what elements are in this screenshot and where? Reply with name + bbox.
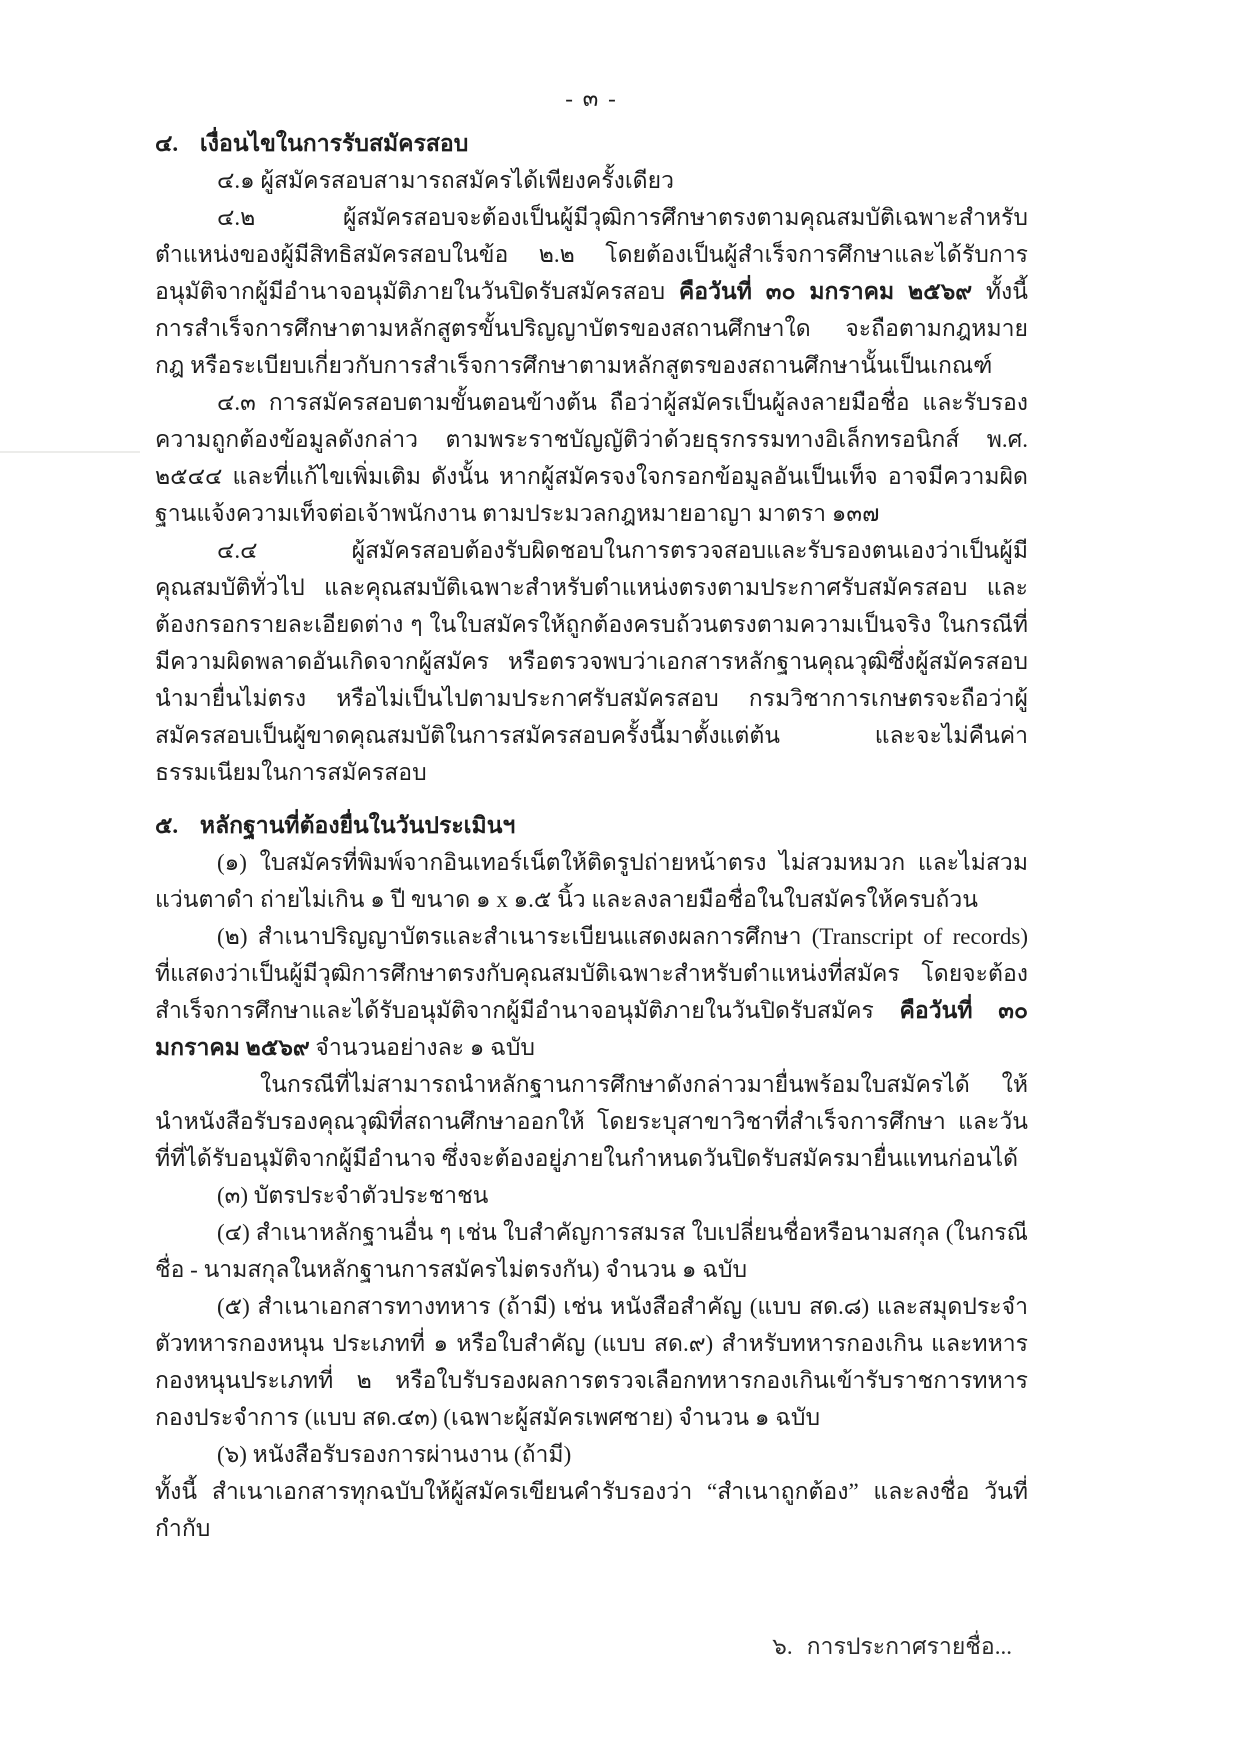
section-5-title: หลักฐานที่ต้องยื่นในวันประเมินฯ — [199, 813, 516, 838]
next-section-number: ๖. — [772, 1634, 793, 1659]
evidence-item-2-text-cont: จำนวนอย่างละ ๑ ฉบับ — [309, 1035, 536, 1060]
next-section-label: การประกาศรายชื่อ... — [806, 1634, 1012, 1659]
evidence-item-5: (๕) สำเนาเอกสารทางทหาร (ถ้ามี) เช่น หนังสือสำคัญ (แบบ สด.๘) และสมุดประจำตัวทหารกองหนุน ประเภทที่ ๑ หรือใบสำคัญ (แบบ สด.๙) สำหรับทหารกองเกิน และทหารกองหนุนประเภทที่ ๒ หรือใบรับรองผลการตรวจเลือกทหารกองเกินเข้ารับราชการทหารกองประจำการ (แบบ สด.๔๓) (เฉพาะผู้สมัครเพศชาย) จำนวน ๑ ฉบับ — [155, 1294, 1028, 1430]
clause-4-2-text: ๔.๒ ผู้สมัครสอบจะต้องเป็นผู้มีวุฒิการศึกษาตรงตามคุณสมบัติเฉพาะสำหรับตำแหน่งของผู้มีสิทธิสมัครสอบในข้อ ๒.๒ โดยต้องเป็นผู้สำเร็จการศึกษาและได้รับการอนุมัติจากผู้มีอำนาจอนุมัติภายในวันปิดรับสมัครสอบ — [155, 205, 1028, 304]
section-4-heading — [155, 125, 1028, 162]
section-4-number: ๔. — [155, 131, 179, 156]
clause-4-4: ๔.๔ ผู้สมัครสอบต้องรับผิดชอบในการตรวจสอบและรับรองตนเองว่าเป็นผู้มีคุณสมบัติทั่วไป และคุณสมบัติเฉพาะสำหรับตำแหน่งตรงตามประกาศรับสมัครสอบ และต้องกรอกรายละเอียดต่าง ๆ ในใบสมัครให้ถูกต้องครบถ้วนตรงตามความเป็นจริง ในกรณีที่มีความผิดพลาดอันเกิดจากผู้สมัคร หรือตรวจพบว่าเอกสารหลักฐานคุณวุฒิซึ่งผู้สมัครสอบนำมายื่นไม่ตรง หรือไม่เป็นไปตามประกาศรับสมัครสอบ กรมวิชาการเกษตรจะถือว่าผู้สมัครสอบเป็นผู้ขาดคุณสมบัติในการสมัครสอบครั้งนี้มาตั้งแต่ต้น และจะไม่คืนค่าธรรมเนียมในการสมัครสอบ — [155, 538, 1028, 785]
section-5-number: ๕. — [155, 813, 179, 838]
scan-artifact-line — [0, 451, 140, 453]
page-number: - ๓ - — [565, 86, 618, 111]
evidence-item-2 — [155, 918, 1028, 1066]
evidence-item-4: (๔) สำเนาหลักฐานอื่น ๆ เช่น ใบสำคัญการสมรส ใบเปลี่ยนชื่อหรือนามสกุล (ในกรณี ชื่อ - นามสกุลในหลักฐานการสมัครไม่ตรงกัน) จำนวน ๑ ฉบับ — [155, 1220, 1028, 1282]
section-4-title: เงื่อนไขในการรับสมัครสอบ — [199, 131, 469, 156]
closing-date-bold-1: คือวันที่ ๓๐ มกราคม ๒๕๖๙ — [678, 279, 973, 304]
evidence-item-2-note: ในกรณีที่ไม่สามารถนำหลักฐานการศึกษาดังกล่าวมายื่นพร้อมใบสมัครได้ ให้นำหนังสือรับรองคุณวุฒิที่สถานศึกษาออกให้ โดยระบุสาขาวิชาที่สำเร็จการศึกษา และวันที่ที่ได้รับอนุมัติจากผู้มีอำนาจ ซึ่งจะต้องอยู่ภายในกำหนดวันปิดรับสมัครมายื่นแทนก่อนได้ — [155, 1072, 1028, 1171]
evidence-item-6: (๖) หนังสือรับรองการผ่านงาน (ถ้ามี) — [217, 1442, 572, 1467]
next-section-footer — [772, 1628, 1012, 1665]
evidence-item-2-text: (๒) สำเนาปริญญาบัตรและสำเนาระเบียนแสดงผลการศึกษา (Transcript of records) ที่แสดงว่าเป็นผู้มีวุฒิการศึกษาตรงกับคุณสมบัติเฉพาะสำหรับตำแหน่งที่สมัคร โดยจะต้องสำเร็จการศึกษาและได้รับอนุมัติจากผู้มีอำนาจอนุมัติภายในวันปิดรับสมัคร — [155, 924, 1028, 1023]
certification-note: ทั้งนี้ สำเนาเอกสารทุกฉบับให้ผู้สมัครเขียนคำรับรองว่า “สำเนาถูกต้อง” และลงชื่อ วันที่ กำกับ — [155, 1479, 1028, 1541]
clause-4-2 — [155, 199, 1028, 384]
section-5-heading — [155, 807, 1028, 844]
clause-4-3: ๔.๓ การสมัครสอบตามขั้นตอนข้างต้น ถือว่าผู้สมัครเป็นผู้ลงลายมือชื่อ และรับรองความถูกต้องข้อมูลดังกล่าว ตามพระราชบัญญัติว่าด้วยธุรกรรมทางอิเล็กทรอนิกส์ พ.ศ. ๒๕๔๔ และที่แก้ไขเพิ่มเติม ดังนั้น หากผู้สมัครจงใจกรอกข้อมูลอันเป็นเท็จ อาจมีความผิดฐานแจ้งความเท็จต่อเจ้าพนักงาน ตามประมวลกฎหมายอาญา มาตรา ๑๓๗ — [155, 390, 1028, 526]
evidence-item-1: (๑) ใบสมัครที่พิมพ์จากอินเทอร์เน็ตให้ติดรูปถ่ายหน้าตรง ไม่สวมหมวก และไม่สวมแว่นตาดำ ถ่ายไม่เกิน ๑ ปี ขนาด ๑ x ๑.๕ นิ้ว และลงลายมือชื่อในใบสมัครให้ครบถ้วน — [155, 850, 1028, 912]
closing-date-bold-2: คือวันที่ ๓๐ มกราคม ๒๕๖๙ — [155, 998, 1029, 1060]
clause-4-1: ๔.๑ ผู้สมัครสอบสามารถสมัครได้เพียงครั้งเดียว — [217, 168, 675, 193]
evidence-item-3: (๓) บัตรประจำตัวประชาชน — [217, 1183, 489, 1208]
clause-4-2-text-cont: ทั้งนี้ การสำเร็จการศึกษาตามหลักสูตรขั้นปริญญาบัตรของสถานศึกษาใด จะถือตามกฎหมาย กฎ หรือระเบียบเกี่ยวกับการสำเร็จการศึกษาตามหลักสูตรของสถานศึกษานั้นเป็นเกณฑ์ — [155, 279, 1028, 378]
